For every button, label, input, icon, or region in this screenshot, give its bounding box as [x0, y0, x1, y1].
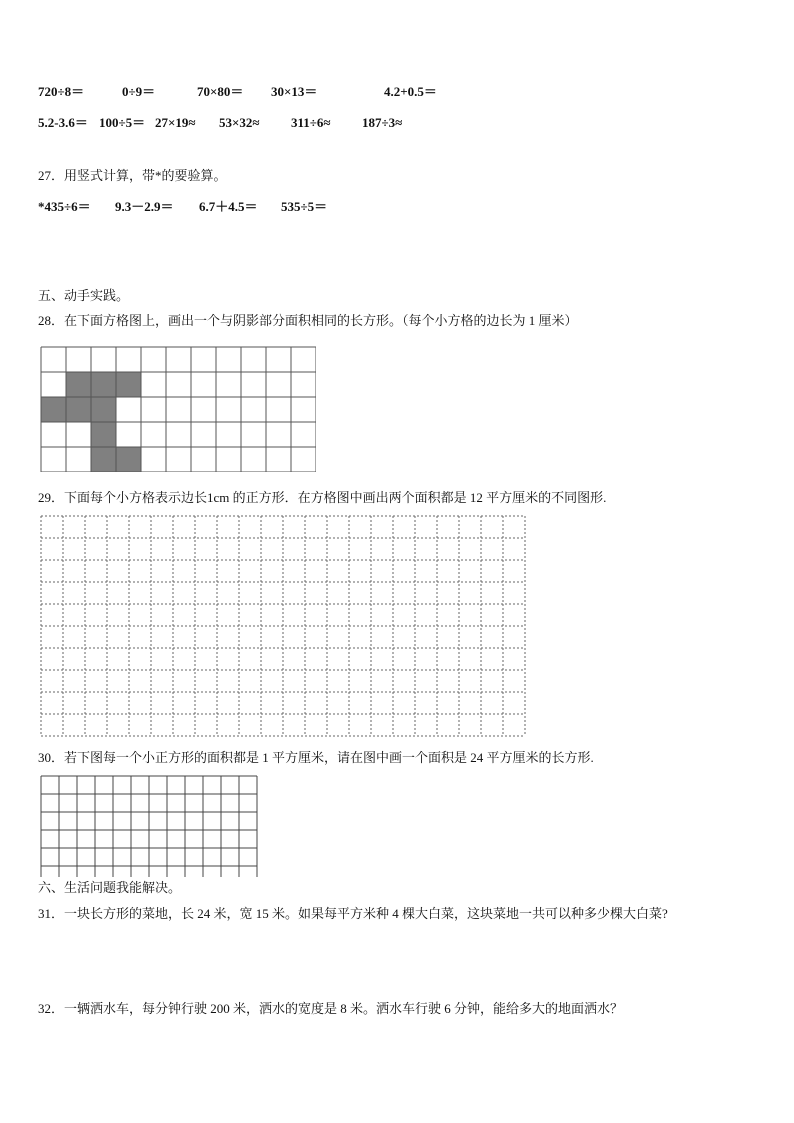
calc-item: 311÷6≈ [291, 115, 331, 130]
q27-title: 27．用竖式计算，带*的要验算。 [38, 168, 227, 183]
shaded-cell [41, 397, 66, 422]
shaded-cell [91, 447, 116, 472]
shaded-cell [91, 422, 116, 447]
q27-item: 6.7＋4.5＝ [199, 199, 258, 214]
calc-item: 30×13＝ [271, 84, 318, 99]
q30-title: 30．若下图每一个小正方形的面积都是 1 平方厘米，请在图中画一个面积是 24 平方厘米的长方形. [38, 750, 594, 765]
q30-grid[interactable] [40, 775, 260, 877]
calc-item: 5.2-3.6＝ [38, 115, 88, 130]
shaded-cell [66, 372, 91, 397]
q31-text: 31．一块长方形的菜地，长 24 米，宽 15 米。如果每平方米种 4 棵大白菜，这块菜地一共可以种多少棵大白菜? [38, 906, 668, 921]
q29-title: 29．下面每个小方格表示边长1cm 的正方形．在方格图中画出两个面积都是 12 平方厘米的不同图形. [38, 490, 607, 505]
calc-row-2 [38, 115, 458, 131]
calc-item: 4.2+0.5＝ [384, 84, 437, 99]
q28-title: 28．在下面方格图上，画出一个与阴影部分面积相同的长方形。（每个小方格的边长为 1 厘米） [38, 313, 578, 328]
calc-item: 0÷9＝ [122, 84, 156, 99]
q27-item: 9.3－2.9＝ [115, 199, 174, 214]
q32-text: 32．一辆洒水车，每分钟行驶 200 米，洒水的宽度是 8 米。洒水车行驶 6 分钟，能给多大的地面洒水？ [38, 1001, 624, 1016]
calc-row-1 [38, 84, 458, 100]
calc-item: 53×32≈ [219, 115, 260, 130]
q27-items [38, 199, 358, 215]
calc-item: 187÷3≈ [362, 115, 403, 130]
q29-grid[interactable] [40, 515, 528, 737]
shaded-cell [91, 372, 116, 397]
q27-item: *435÷6＝ [38, 199, 91, 214]
calc-item: 720÷8＝ [38, 84, 85, 99]
shaded-cell [116, 372, 141, 397]
shaded-cell [66, 397, 91, 422]
q28-grid[interactable] [40, 346, 316, 472]
calc-item: 70×80＝ [197, 84, 244, 99]
section-5-heading: 五、动手实践。 [38, 288, 130, 303]
calc-item: 100÷5＝ [99, 115, 146, 130]
section-6-heading: 六、生活问题我能解决。 [38, 880, 182, 895]
q27-item: 535÷5＝ [281, 199, 328, 214]
calc-item: 27×19≈ [155, 115, 196, 130]
shaded-cell [91, 397, 116, 422]
shaded-cell [116, 447, 141, 472]
